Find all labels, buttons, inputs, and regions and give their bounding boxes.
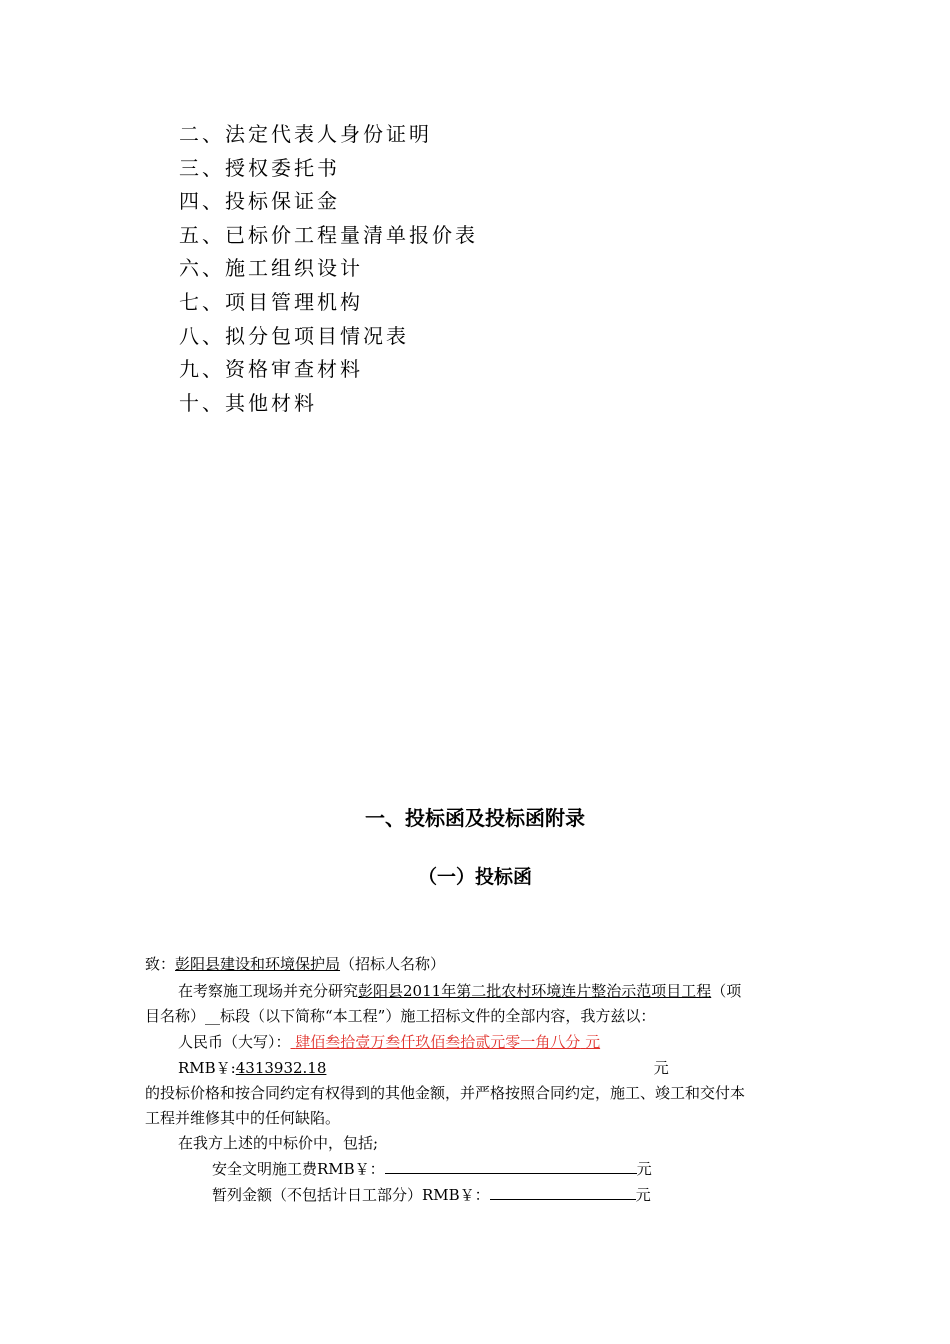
rmb-caps-text: 肆佰叁拾壹万叁仟玖佰叁拾贰元零一角八分	[295, 1033, 581, 1051]
paragraph-text: （项	[711, 982, 742, 1000]
safety-fee-line	[212, 1156, 652, 1180]
yuan-unit: 元	[585, 1033, 601, 1051]
paragraph-3: 在我方上述的中标价中，包括;	[178, 1134, 379, 1152]
recipient-note: （招标人名称）	[340, 955, 446, 973]
table-of-contents	[179, 118, 478, 420]
paragraph-1-line-2	[145, 1004, 655, 1028]
paragraph-2-line-1: 的投标价格和按合同约定有权得到的其他金额，并严格按照合同约定，施工、竣工和交付本	[145, 1084, 746, 1102]
recipient-name: 彭阳县建设和环境保护局	[175, 955, 341, 973]
project-name: 彭阳县2011年第二批农村环境连片整治示范项目工程	[358, 982, 712, 1000]
provisional-sum-label: 暂列金额（不包括计日工部分）RMB￥：	[212, 1186, 490, 1204]
to-prefix: 致：	[145, 955, 176, 973]
provisional-sum-line	[212, 1182, 651, 1206]
rmb-line	[178, 1056, 669, 1080]
yuan-unit: 元	[636, 1160, 652, 1178]
safety-fee-blank	[385, 1156, 637, 1174]
provisional-sum-blank	[490, 1182, 636, 1200]
safety-fee-label: 安全文明施工费RMB￥：	[212, 1160, 385, 1178]
rmb-label: RMB￥:	[178, 1059, 236, 1077]
toc-item: 八、拟分包项目情况表	[179, 323, 409, 348]
toc-item: 七、项目管理机构	[179, 289, 363, 314]
toc-item: 十、其他材料	[179, 390, 317, 415]
paragraph-2-line-2: 工程并维修其中的任何缺陷。	[145, 1109, 341, 1127]
paragraph-text: 目名称）	[145, 1007, 206, 1025]
yuan-unit: 元	[635, 1186, 651, 1204]
toc-item: 四、投标保证金	[179, 189, 340, 214]
section-title: 一、投标函及投标函附录	[365, 806, 585, 830]
toc-item: 九、资格审查材料	[179, 357, 363, 382]
sub-title: （一）投标函	[417, 866, 532, 888]
rmb-caps-value	[291, 1033, 601, 1051]
toc-item: 六、施工组织设计	[179, 256, 363, 281]
rmb-caps-line	[178, 1030, 600, 1054]
paragraph-text: 在考察施工现场并充分研究	[178, 982, 359, 1000]
rmb-value: 4313932.18	[235, 1059, 327, 1077]
toc-item: 三、授权委托书	[179, 155, 340, 180]
paragraph-1-line-1	[178, 979, 741, 1003]
paragraph-text: __标段（以下简称“本工程”）施工招标文件的全部内容，我方兹以：	[205, 1007, 656, 1025]
recipient-line	[145, 952, 445, 976]
yuan-unit: 元	[653, 1059, 669, 1077]
rmb-caps-label: 人民币（大写）：	[178, 1033, 291, 1051]
toc-item: 二、法定代表人身份证明	[179, 122, 432, 146]
toc-item: 五、已标价工程量清单报价表	[179, 222, 478, 247]
